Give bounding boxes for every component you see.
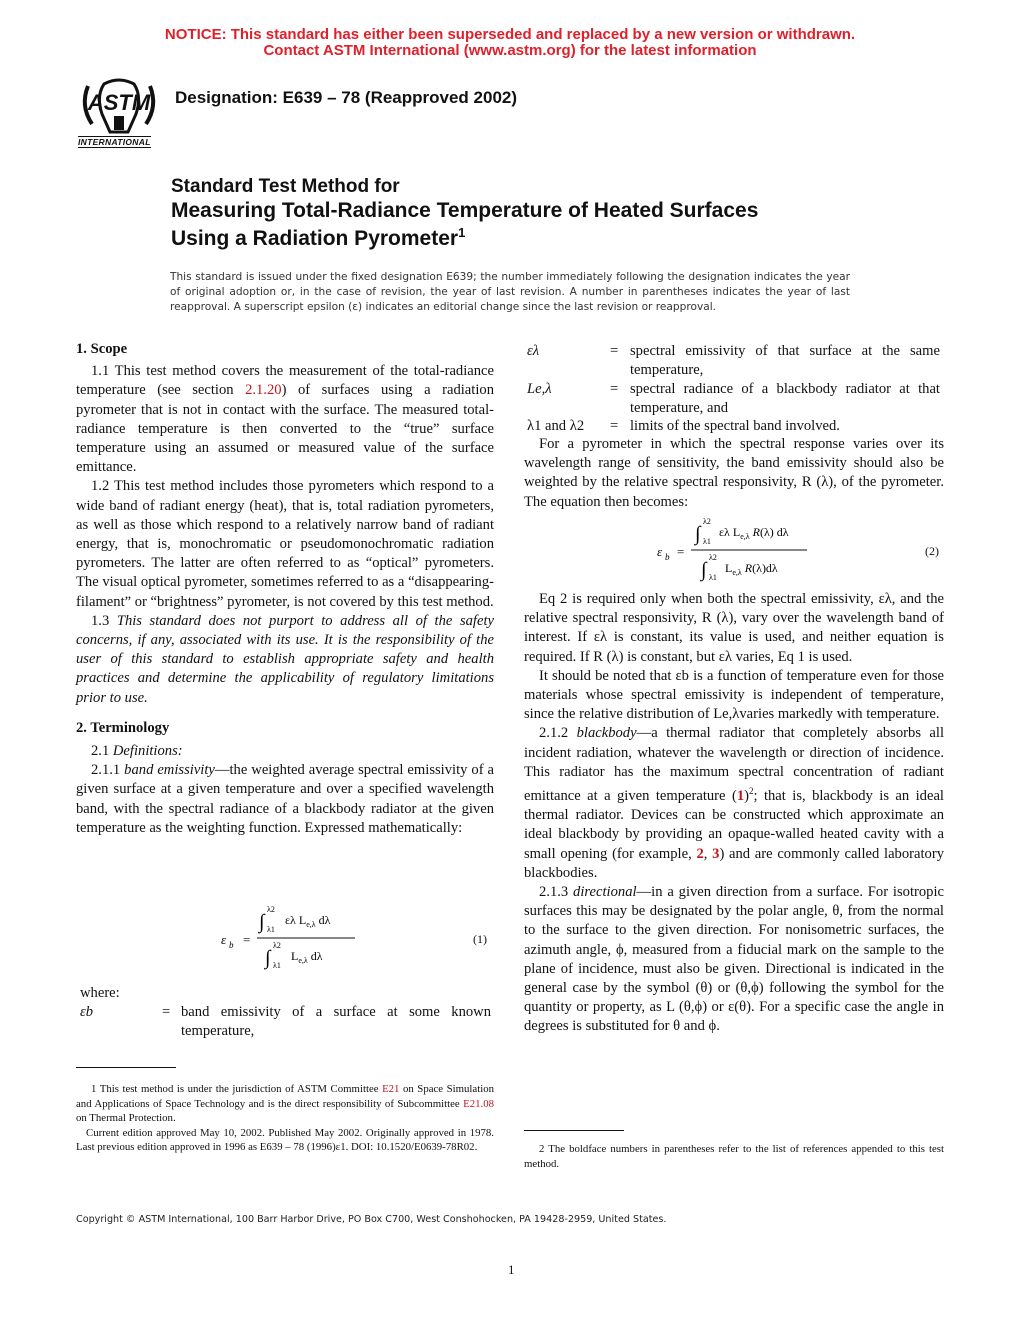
title-footnote-mark[interactable]: 1 [458, 225, 466, 240]
definitions-right [527, 342, 945, 438]
svg-text:λ2: λ2 [703, 517, 711, 526]
scope-1-1: 1.1 This test method covers the measurement of the total-radiance temperature (see section 2.1.20) of surfaces using a radiation pyrometer that is not in contact with the surface. The measured total-radiance temperature is then converted to the “true” surface temperature using an assumed or measured value of the surface emittance. [76, 363, 494, 476]
svg-text:λ1: λ1 [273, 961, 281, 970]
where-label: where: [80, 985, 120, 1001]
link-e21[interactable]: E21 [382, 1083, 400, 1095]
svg-text:b: b [229, 940, 234, 950]
intro-paragraph: This standard is issued under the fixed designation E639; the number immediately following the designation indicates the year of original adoption or, in the case of revision, the year of last revision. A number in parentheses indicates the year of last reapproval. A superscript epsilon (ε) indicates an editorial change since the last revision or reapproval. [170, 271, 850, 313]
ref-1[interactable]: 1 [736, 787, 745, 804]
equation-2-graphic [655, 514, 945, 586]
term-2-1: 2.1 Definitions: [91, 743, 183, 760]
svg-text:λ2: λ2 [709, 553, 717, 562]
def-el-equals: = [610, 343, 619, 359]
footnote-2: 2 The boldface numbers in parentheses refer to the list of references appended to this test method. [524, 1143, 944, 1170]
logo-text: INTERNATIONAL [78, 137, 151, 147]
eb-note: It should be noted that εb is a function of temperature even for those materials whose spectral emissivity is independent of temperature, since the relative distribution of Le,λvaries markedly with temperature. [524, 667, 944, 723]
term-2-1-3: 2.1.3 directional—in a given direction from a surface. For isotropic surfaces this may be designated by the polar angle, θ, from the normal to the surface to the given direction. For nonisometric surfaces, the azimuth angle, ϕ, measured from a fiducial mark on the sample to the plane of incidence, must also be given. Directional is indicated in the general case by the symbol (θ) or (θ,ϕ) following the symbol for the quantity or property, as L (θ,ϕ) or ε(θ). For a specific case the angle in degrees is substituted for θ and ϕ. [524, 883, 944, 1035]
def-le-text: spectral radiance of a blackbody radiator at that temperature, and [630, 381, 940, 416]
footnote-2-mark[interactable]: 2 [748, 786, 754, 797]
svg-text:b: b [665, 552, 670, 562]
def-le-equals: = [610, 381, 619, 397]
svg-text:λ1: λ1 [267, 925, 275, 934]
right-column-body [524, 590, 944, 1037]
designation: Designation: E639 – 78 (Reapproved 2002) [175, 88, 518, 107]
title-line3-text: Using a Radiation Pyrometer [171, 227, 459, 250]
def-le-symbol: Le,λ [527, 381, 552, 397]
footnote-1-edition: Current edition approved May 10, 2002. Published May 2002. Originally approved in 1978. Last previous edition approved in 1996 as E639 – 78 (1996)ε1. DOI: 10.1520/E0639-78R02. [76, 1126, 494, 1153]
def-el-symbol: ελ [527, 343, 540, 359]
link-e21-08[interactable]: E21.08 [463, 1097, 494, 1110]
svg-text:=: = [677, 544, 685, 559]
svg-text:λ1: λ1 [709, 573, 717, 582]
svg-text:ε: ε [657, 544, 663, 559]
scope-1-2: 1.2 This test method includes those pyrometers which respond to a wide band of radiant energy (heat), that is, total radiation pyrometers, as well as those which respond to a relatively narrow band of radiant energy, that is, monochromatic or pseudomonochromatic radiation pyrometers. The latter are often referred to as “optical” pyrometers. The visual optical pyrometer, sometimes referred to as a “disappearing-filament” or “brightness” pyrometer, is not covered by this test method. [76, 478, 494, 610]
def-lambda-symbol: λ1 and λ2 [527, 418, 585, 434]
right-column-top [524, 435, 944, 512]
def-eb-text: band emissivity of a surface at some known temperature, [181, 1004, 491, 1039]
svg-text:Le,λ R(λ)dλ: $L_{e,\lambda}$ R(λ)dλ [725, 561, 778, 577]
term-2-1-2: 2.1.2 blackbody—a thermal radiator that completely absorbs all incident radiation, whatever the wavelength or direction of incidence. This radiator has the maximum spectral concentration of radiant emittance at a given temperature $(1)^2$; that is, blackbody is an ideal thermal radiator. Devices can be constructed which approximate an ideal blackbody by providing an opaque-walled heated cavity with a small opening (for example, 2, 3) and are commonly called laboratory blackbodies. [524, 725, 945, 881]
svg-text:∫: ∫ [701, 559, 707, 581]
equation-1-number: (1) [473, 932, 487, 946]
astm-logo [74, 76, 164, 151]
svg-text:Le,λ dλ: $L_{e,\lambda}$ dλ [291, 949, 323, 965]
footnote-divider-left [76, 1067, 176, 1068]
pyrometer-paragraph: For a pyrometer in which the spectral response varies over its wavelength range of sensitivity, the band emissivity should also be weighted by the relative spectral responsivity, R (λ), of the pyrometer. The equation then becomes: [524, 436, 944, 510]
definition-eb [80, 1003, 495, 1043]
svg-text:λ2: λ2 [267, 905, 275, 914]
svg-text:∫: ∫ [265, 947, 271, 969]
title-line3 [171, 225, 465, 251]
link-2-1-20[interactable]: 2.1.20 [245, 382, 282, 399]
left-column [76, 340, 494, 838]
def-eb-equals: = [162, 1004, 171, 1020]
terminology-heading: 2. Terminology [76, 719, 170, 736]
page-number: 1 [508, 1262, 515, 1277]
svg-text:λ1: λ1 [703, 537, 711, 546]
svg-text:ελ Le,λ R(λ) dλ: ελ $L_{e,\lambda}$ R(λ) dλ [719, 525, 789, 541]
eq2-note: Eq 2 is required only when both the spectral emissivity, ελ, and the relative spectral responsivity, R (λ), vary over the wavelength band of interest. If ελ is constant, its value is used, and neither equation is required. If R (λ) is constant, but ελ varies, Eq 1 is used. [524, 591, 944, 665]
footnote-1: 1 This test method is under the jurisdiction of ASTM Committee E21 on Space Simulation and Applications of Space Technology and is the direct responsibility of Subcommittee E21.08 on Thermal Protection. Current edition approved May 10, 2002. Published May 2002. Originally approved in 1978. Last previous edition approved in 1996 as E639 – 78 (1996)ε1. DOI: 10.1520/E0639-78R02. [76, 1083, 494, 1153]
svg-text:=: = [243, 932, 251, 947]
equation-2 [655, 514, 945, 586]
ref-3[interactable]: 3 [712, 845, 720, 862]
footnote-divider-right [524, 1130, 624, 1131]
equation-2-number: (2) [925, 544, 939, 558]
def-eb-symbol: εb [80, 1004, 94, 1020]
scope-1-3: 1.3 This standard does not purport to address all of the safety concerns, if any, associated with its use. It is the responsibility of the user of this standard to establish appropriate safety and health practices and determine the applicability of regulatory limitations prior to use. [76, 612, 494, 706]
def-el-text: spectral emissivity of that surface at the same temperature, [630, 343, 940, 378]
copyright: Copyright © ASTM International, 100 Barr Harbor Drive, PO Box C700, West Conshohocken, PA 19428-2959, United States. [76, 1214, 667, 1225]
scope-heading: 1. Scope [76, 341, 128, 357]
title-line2: Measuring Total-Radiance Temperature of Heated Surfaces [171, 199, 759, 222]
def-lambda-text: limits of the spectral band involved. [630, 418, 840, 434]
svg-text:ελ Le,λ dλ: ελ $L_{e,\lambda}$ dλ [285, 913, 331, 929]
title-line1: Standard Test Method for [171, 176, 400, 197]
svg-text:ASTM: ASTM [87, 90, 151, 115]
svg-text:λ2: λ2 [273, 941, 281, 950]
equation-1-graphic [215, 902, 495, 972]
svg-text:∫: ∫ [259, 911, 265, 933]
equation-1 [215, 902, 495, 972]
def-lambda-equals: = [610, 418, 619, 434]
withdrawal-notice-line2: Contact ASTM International (www.astm.org) for the latest information [263, 42, 757, 59]
svg-text:ε: ε [221, 932, 227, 947]
withdrawal-notice-line1: NOTICE: This standard has either been superseded and replaced by a new version or withdrawn. [164, 26, 856, 43]
ref-2[interactable]: 2 [696, 845, 704, 862]
term-2-1-1: 2.1.1 band emissivity—the weighted average spectral emissivity of a given surface at a given temperature and over a specified wavelength band, with the spectral radiance of a blackbody radiator at the given temperature as the weighting function. Expressed mathematically: [76, 762, 495, 836]
svg-text:∫: ∫ [695, 523, 701, 545]
